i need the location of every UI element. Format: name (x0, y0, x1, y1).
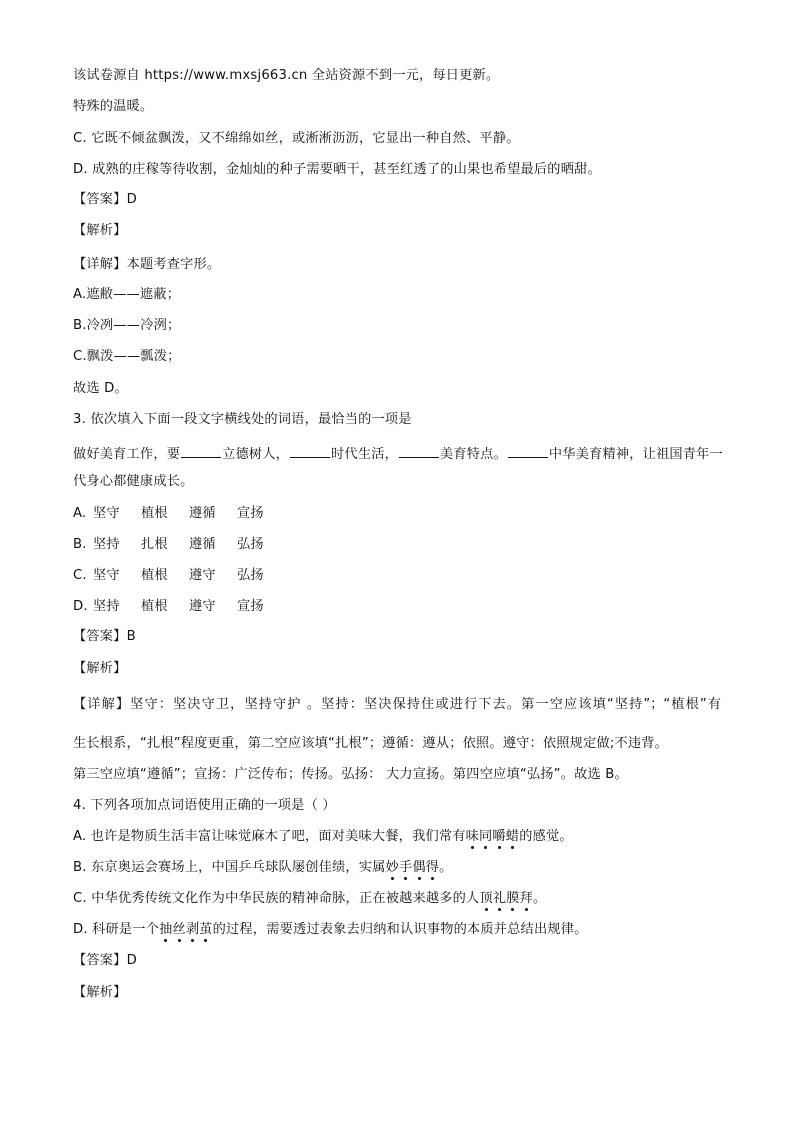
q2-detail (73, 256, 220, 274)
option-word-1: 坚守 (93, 568, 120, 583)
dotted-char: 拜 (519, 891, 533, 906)
option-word-4: 弘扬 (237, 568, 264, 583)
dotted-char: 茧 (199, 922, 213, 937)
passage-part-2: 立德树人， (222, 447, 290, 462)
q3-passage-line1 (73, 443, 723, 464)
blank-4 (508, 443, 548, 458)
dotted-phrase (159, 922, 213, 937)
q4-stem: 4. 下列各项加点词语使用正确的一项是（ ） (73, 798, 336, 813)
dotted-char: 顶 (479, 891, 493, 906)
dotted-phrase (479, 891, 533, 906)
option-text-tail: 的过程，需要透过表象去归纳和认识事物的本质并总结出规律。 (212, 922, 588, 937)
option-letter: A. (73, 506, 87, 521)
q3-analysis-label: 【解析】 (73, 661, 127, 676)
answer-value: B (126, 629, 136, 644)
q2-item-c: C.飘泼——瓢泼； (73, 349, 181, 364)
q2-answer (73, 191, 137, 209)
source-line: 该试卷源自 https://www.mxsj663.cn 全站资源不到一元，每日更新。 (73, 68, 500, 83)
option-letter: C. (73, 568, 87, 583)
option-word-3: 遵守 (189, 568, 216, 583)
option-word-2: 植根 (141, 599, 168, 614)
passage-part-4: 美育特点。 (439, 447, 507, 462)
q4-answer (73, 952, 137, 970)
option-text-tail: 的感觉。 (519, 829, 573, 844)
option-word-2: 植根 (141, 506, 168, 521)
q2-conclusion: 故选 D。 (73, 381, 128, 396)
q2-item-a: A.遮敝——遮蔽； (73, 287, 181, 302)
option-word-4: 宣扬 (237, 506, 264, 521)
detail-text: 坚守：坚决守卫，坚持守护 。坚持：坚决保持住或进行下去。第一空应该填“坚持”；“植根”有 (130, 697, 721, 712)
dotted-char: 礼 (492, 891, 507, 906)
detail-label: 【详解】 (73, 257, 127, 272)
option-word-2: 植根 (141, 568, 168, 583)
answer-value: D (126, 953, 137, 968)
passage-part-3: 时代生活， (331, 447, 398, 462)
detail-label: 【详解】 (73, 697, 131, 712)
dotted-char: 偶 (412, 860, 426, 875)
passage-part-5: 中华美育精神，让祖国青年一 (548, 447, 723, 462)
q3-stem: 3. 依次填入下面一段文字横线处的词语，最恰当的一项是 (73, 412, 412, 427)
previous-option-tail: 特殊的温暖。 (73, 99, 154, 114)
q4-option-c (73, 890, 546, 908)
previous-option-c: C. 它既不倾盆飘泼，又不绵绵如丝，或淅淅沥沥，它显出一种自然、平静。 (73, 131, 520, 146)
option-word-1: 坚守 (93, 506, 120, 521)
dotted-char: 妙 (385, 860, 399, 875)
dotted-char: 手 (398, 860, 413, 875)
dotted-char: 味 (465, 829, 480, 844)
q3-option-c (73, 567, 285, 585)
option-text: D. 科研是一个 (73, 922, 160, 937)
blank-1 (181, 443, 221, 458)
dotted-char: 得 (425, 860, 440, 875)
option-word-1: 坚持 (93, 599, 120, 614)
q3-option-a (73, 505, 285, 523)
option-word-3: 遵守 (189, 599, 216, 614)
option-word-4: 宣扬 (237, 599, 264, 614)
q3-detail-line1 (73, 696, 721, 714)
q3-detail-line3: 第三空应填“遵循”；宣扬：广泛传布；传扬。弘扬： 大力宣扬。第四空应填“弘扬”。故选 B。 (73, 767, 628, 782)
q2-analysis-label: 【解析】 (73, 223, 127, 238)
answer-label: 【答案】 (73, 953, 127, 968)
q2-item-b: B.冷冽——冷洌； (73, 318, 181, 333)
blank-2 (290, 443, 330, 458)
option-letter: D. (73, 599, 88, 614)
option-text-tail: 。 (533, 891, 547, 906)
q3-option-d (73, 598, 285, 616)
q4-option-d (73, 921, 588, 939)
detail-text: 本题考查字形。 (126, 257, 221, 272)
option-text: A. 也许是物质生活丰富让味觉麻木了吧，面对美味大餐，我们常有 (73, 829, 466, 844)
blank-3 (399, 443, 439, 458)
answer-value: D (126, 192, 137, 207)
option-word-4: 弘扬 (237, 537, 264, 552)
option-text: B. 东京奥运会赛场上，中国乒乓球队屡创佳绩，实属 (73, 860, 386, 875)
q3-option-b (73, 536, 285, 554)
answer-label: 【答案】 (73, 192, 127, 207)
dotted-char: 嚼 (492, 829, 506, 844)
dotted-char: 剥 (185, 922, 200, 937)
passage-part-1: 做好美育工作，要 (73, 447, 181, 462)
dotted-char: 抽 (159, 922, 173, 937)
previous-option-d: D. 成熟的庄稼等待收割，金灿灿的种子需要晒干，甚至红透了的山果也希望最后的晒甜。 (73, 162, 601, 177)
q3-detail-line2: 生长根系，“扎根”程度更重，第二空应该填“扎根”；遵循：遵从；依照。遵守：依照规定做;不违背。 (73, 736, 669, 751)
option-word-2: 扎根 (141, 537, 168, 552)
option-word-1: 坚持 (93, 537, 120, 552)
q3-answer (73, 628, 136, 646)
dotted-char: 膜 (506, 891, 520, 906)
q4-option-a (73, 828, 573, 846)
dotted-phrase (466, 829, 520, 844)
option-letter: B. (73, 537, 87, 552)
dotted-char: 同 (479, 829, 493, 844)
q4-analysis-label: 【解析】 (73, 985, 127, 1000)
q4-option-b (73, 859, 453, 877)
option-word-3: 遵循 (189, 506, 216, 521)
option-word-3: 遵循 (189, 537, 216, 552)
option-text-tail: 。 (439, 860, 453, 875)
q3-passage-line2: 代身心都健康成长。 (73, 474, 194, 489)
option-text: C. 中华优秀传统文化作为中华民族的精神命脉，正在被越来越多的人 (73, 891, 480, 906)
dotted-char: 蜡 (505, 829, 520, 844)
dotted-char: 丝 (172, 922, 186, 937)
answer-label: 【答案】 (73, 629, 127, 644)
dotted-phrase (386, 860, 440, 875)
